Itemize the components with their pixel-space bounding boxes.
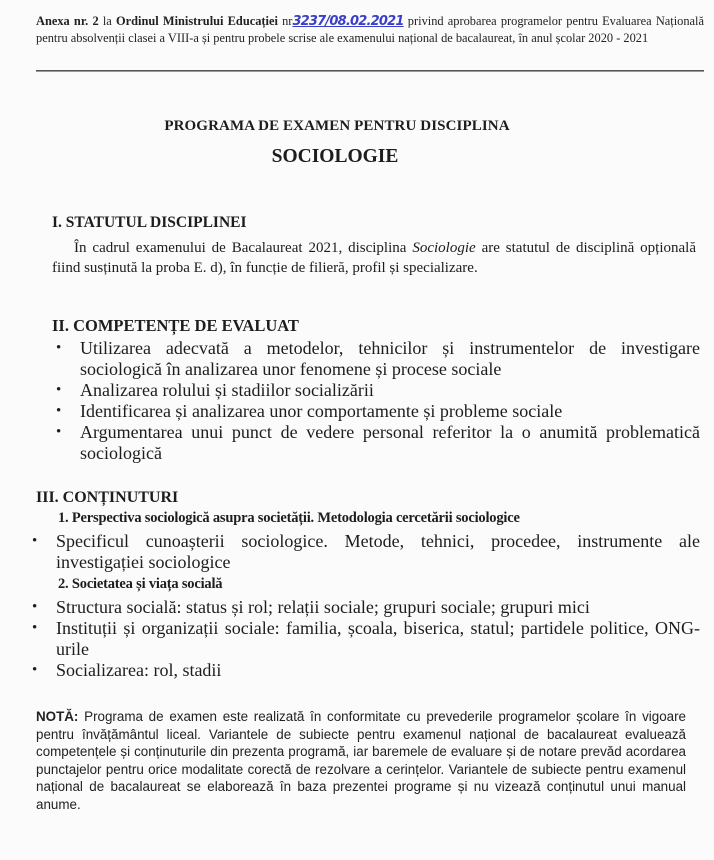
list-item: • Structura socială: status și rol; relații sociale; grupuri sociale; grupuri mici xyxy=(28,597,700,618)
list-item: • Specificul cunoașterii sociologice. Metode, tehnici, procedee, instrumente ale investigației sociologice xyxy=(28,531,700,573)
list-item: • Instituții și organizații sociale: familia, școala, biserica, statul; partidele politice, ONG-urile xyxy=(28,618,700,660)
subsection-1-title: 1. Perspectiva sociologică asupra societății. Metodologia cercetării sociologice xyxy=(58,510,520,526)
list-item: • Analizarea rolului și stadiilor socializării xyxy=(52,380,700,401)
document-header xyxy=(36,13,704,46)
discipline-title: SOCIOLOGIE xyxy=(271,146,399,167)
list-item: • Argumentarea unui punct de vedere personal referitor la o anumită problematică sociologică xyxy=(52,422,700,464)
list-item: • Utilizarea adecvată a metodelor, tehnicilor și instrumentelor de investigare sociologică în analizarea unor fenomene și procese sociale xyxy=(52,338,700,380)
header-divider xyxy=(36,70,704,71)
section-2-heading: II. COMPETENȚE DE EVALUAT xyxy=(52,316,299,335)
list-item: • Identificarea și analizarea unor comportamente și probleme sociale xyxy=(52,401,700,422)
note-label: NOTĂ: xyxy=(36,709,79,724)
note-text: Programa de examen este realizată în conformitate cu prevederile programelor școlare în vigoare pentru învățământul liceal. Variantele de subiecte pentru examenul național de bacalaureat evaluează competențele și conținuturile din prezenta programă, iar baremele de evaluare și de notare prevăd acordarea punctajelor pentru orice modalitate corectă de rezolvare a cerințelor. Variantele de subiecte pentru examenul național de bacalaureat se elaborează în baza prezentei programe și nu vizează conținutul unui manual anume. xyxy=(36,709,686,812)
header-text-la: la xyxy=(98,14,116,28)
section-1-heading: I. STATUTUL DISCIPLINEI xyxy=(52,214,247,231)
header-text-nr: nr xyxy=(277,14,293,28)
section-1-paragraph xyxy=(52,238,696,278)
document-title: PROGRAMA DE EXAMEN PENTRU DISCIPLINA xyxy=(164,118,510,134)
competences-list xyxy=(52,338,700,464)
header-text-rest: privind aprobarea programelor pentru Evaluarea Națională pentru absolvenții clasei a VIII-a și pentru probele scrise ale examenului național de bacalaureat, în anul școlar 2020 - 2021 xyxy=(36,14,704,45)
handwritten-order-number: 3237/08.02.2021 xyxy=(292,14,404,29)
note-paragraph xyxy=(36,708,686,813)
section-1-italic-text: Sociologie xyxy=(412,240,476,256)
section-1-text-before: În cadrul examenului de Bacalaureat 2021, disciplina xyxy=(74,240,413,256)
subsection-2-list xyxy=(28,597,700,681)
section-3-heading: III. CONȚINUTURI xyxy=(36,489,179,506)
annex-label: Anexa nr. 2 xyxy=(36,14,99,28)
order-label: Ordinul Ministrului Educației xyxy=(116,14,278,28)
section-1-text-after: are statutul de disciplină opțională fiind susținută la proba E. d), în funcție de filieră, profil și specializare. xyxy=(52,240,696,276)
list-item: • Socializarea: rol, stadii xyxy=(28,660,700,681)
subsection-1-list xyxy=(28,531,700,573)
subsection-2-title: 2. Societatea și viața socială xyxy=(58,576,223,592)
